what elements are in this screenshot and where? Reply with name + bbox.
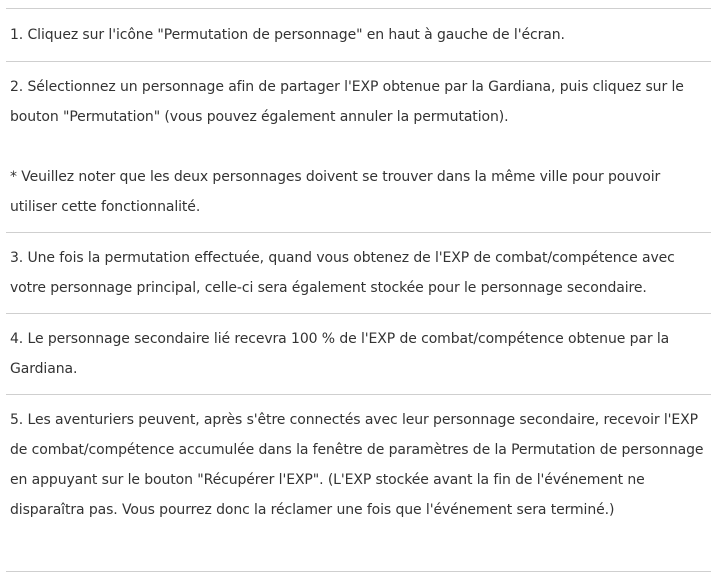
instruction-text-1: 1. Cliquez sur l'icône "Permutation de personnage" en haut à gauche de l'écran. [10, 27, 565, 43]
instruction-text-4: 4. Le personnage secondaire lié recevra 100 % de l'EXP de combat/compétence obtenue par la Gardiana. [10, 331, 670, 377]
instruction-text-2: 2. Sélectionnez un personnage afin de partager l'EXP obtenue par la Gardiana, puis cliquez sur le bouton "Permutation" (vous pouvez également annuler la permutation). [10, 79, 684, 125]
instruction-text-3: 3. Une fois la permutation effectuée, quand vous obtenez de l'EXP de combat/compétence avec votre personnage principal, celle-ci sera également stockée pour le personnage secondaire. [10, 250, 675, 296]
instructions-table [6, 8, 711, 572]
instruction-row-4 [6, 314, 711, 395]
instruction-row-5 [6, 395, 711, 571]
instruction-text-5: 5. Les aventuriers peuvent, après s'être connectés avec leur personnage secondaire, recevoir l'EXP de combat/compétence accumulée dans la fenêtre de paramètres de la Permutation de personnage en appuyant sur le bouton "Récupérer l'EXP". (L'EXP stockée avant la fin de l'événement ne disparaîtra pas. Vous pourrez donc la réclamer une fois que l'événement sera terminé.) [10, 412, 704, 518]
instruction-row-2 [6, 62, 711, 233]
instruction-note-2: * Veuillez noter que les deux personnages doivent se trouver dans la même ville pour pouvoir utiliser cette fonctionnalité. [10, 169, 661, 215]
instruction-row-1 [6, 9, 711, 62]
instruction-row-3 [6, 233, 711, 314]
